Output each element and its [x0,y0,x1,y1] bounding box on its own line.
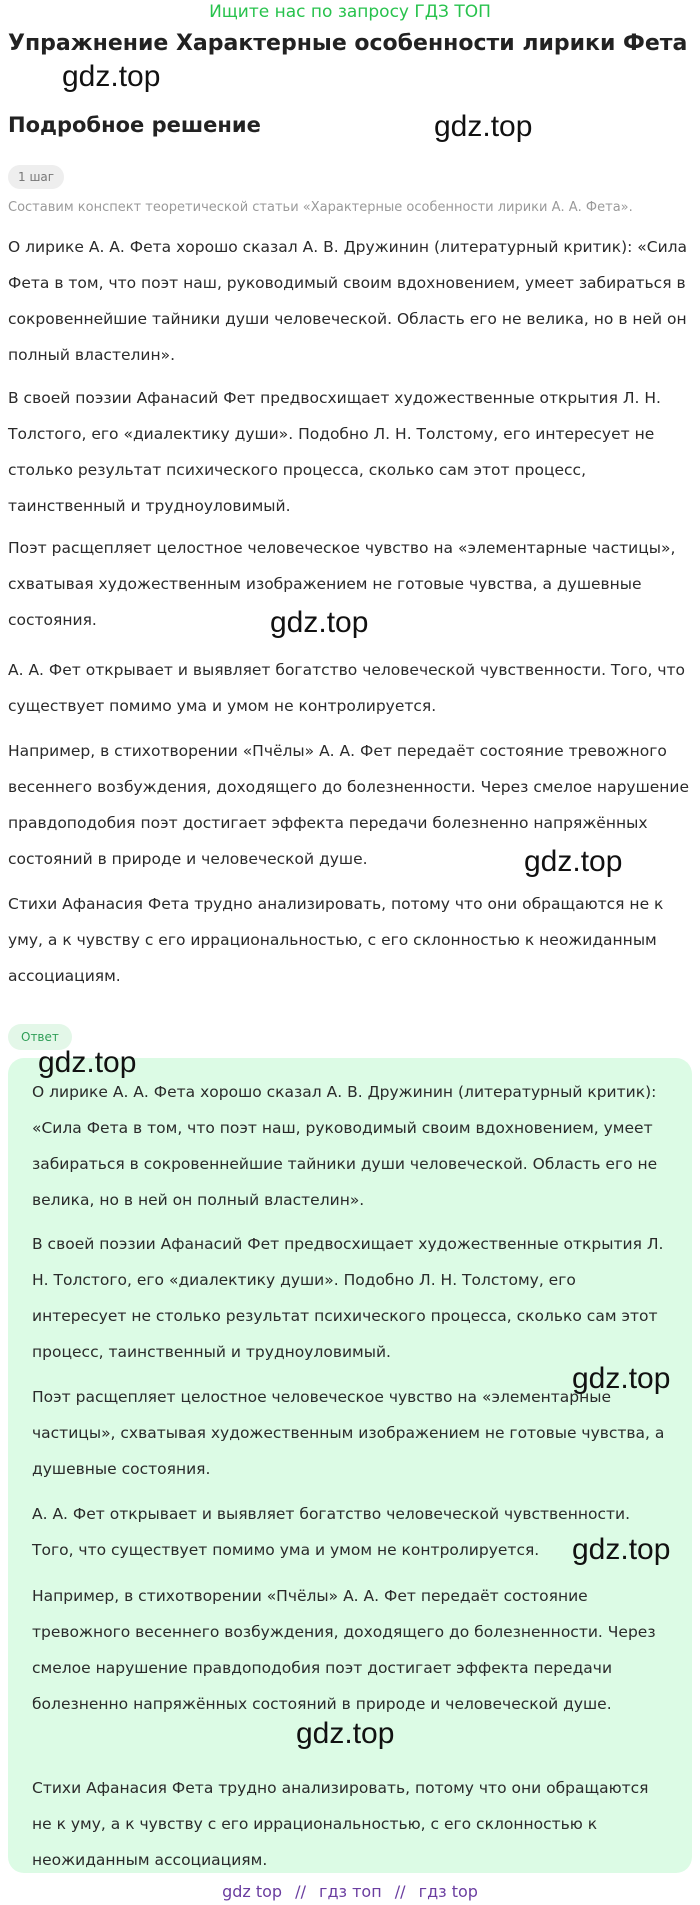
solution-paragraph: Например, в стихотворении «Пчёлы» А. А. Фет передаёт состояние тревожного весеннего возбуждения, доходящего до болезненности. Через смелое нарушение правдоподобия поэт достигает эффекта передачи болезненно напряжённых состояний в природе и человеческой душе. [8,742,690,868]
answer-paragraph: В своей поэзии Афанасий Фет предвосхищает художественные открытия Л. Н. Толстого, его «диалектику души». Подобно Л. Н. Толстому, его интересует не столько результат психического процесса, сколько сам этот процесс, таинственный и трудноуловимый. [32,1235,664,1361]
solution-paragraph: В своей поэзии Афанасий Фет предвосхищает художественные открытия Л. Н. Толстого, его «диалектику души». Подобно Л. Н. Толстому, его интересует не столько результат психического процесса, сколько сам этот процесс, таинственный и трудноуловимый. [8,389,661,515]
answer-badge: Ответ [8,1024,72,1050]
watermark: gdz.top [524,845,623,878]
footer-link[interactable]: гдз top [418,1882,478,1901]
watermark: gdz.top [38,1046,137,1079]
solution-paragraph: Поэт расщепляет целостное человеческое чувство на «элементарные частицы», схватывая художественным изображением не готовые чувства, а душевные состояния. [8,539,676,629]
watermark: gdz.top [572,1362,671,1395]
step-badge: 1 шаг [8,165,64,189]
search-banner[interactable]: Ищите нас по запросу ГДЗ ТОП [209,2,491,22]
watermark: gdz.top [434,110,533,143]
watermark: gdz.top [270,606,369,639]
watermark: gdz.top [62,60,161,93]
answer-paragraph: А. А. Фет открывает и выявляет богатство человеческой чувственности. Того, что существует помимо ума и умом не контролируется. [32,1505,630,1559]
step-note: Составим конспект теоретической статьи «Характерные особенности лирики А. А. Фета». [8,200,633,215]
answer-paragraph: Поэт расщепляет целостное человеческое чувство на «элементарные частицы», схватывая художественным изображением не готовые чувства, а душевные состояния. [32,1388,665,1478]
footer-separator: // [394,1882,406,1901]
footer-separator: // [295,1882,306,1901]
solution-paragraph: О лирике А. А. Фета хорошо сказал А. В. Дружинин (литературный критик): «Сила Фета в том, что поэт наш, руководимый своим вдохновением, умеет забираться в сокровеннейшие тайники души человеческой. Область его не велика, но в ней он полный властелин». [8,238,688,364]
exercise-title: Упражнение Характерные особенности лирики Фета [8,31,688,56]
answer-paragraph: Например, в стихотворении «Пчёлы» А. А. Фет передаёт состояние тревожного весеннего возбуждения, доходящего до болезненности. Через смелое нарушение правдоподобия поэт достигает эффекта передачи болезненно напряжённых состояний в природе и человеческой душе. [32,1587,656,1713]
section-title: Подробное решение [8,113,261,137]
solution-paragraph: А. А. Фет открывает и выявляет богатство человеческой чувственности. Того, что существует помимо ума и умом не контролируется. [8,661,686,715]
solution-paragraph: Стихи Афанасия Фета трудно анализировать, потому что они обращаются не к уму, а к чувству с его иррациональностью, с его склонностью к неожиданным ассоциациям. [8,895,664,985]
answer-paragraph: Стихи Афанасия Фета трудно анализировать, потому что они обращаются не к уму, а к чувству с его иррациональностью, с его склонностью к неожиданным ассоциациям. [32,1779,649,1869]
answer-paragraph: О лирике А. А. Фета хорошо сказал А. В. Дружинин (литературный критик): «Сила Фета в том, что поэт наш, руководимый своим вдохновением, умеет забираться в сокровеннейшие тайники души человеческой. Область его не велика, но в ней он полный властелин». [32,1083,658,1209]
watermark: gdz.top [296,1717,395,1750]
footer-link[interactable]: gdz top [222,1882,283,1901]
footer-links [0,1880,700,1904]
footer-link[interactable]: гдз топ [319,1882,382,1901]
watermark: gdz.top [572,1533,671,1566]
